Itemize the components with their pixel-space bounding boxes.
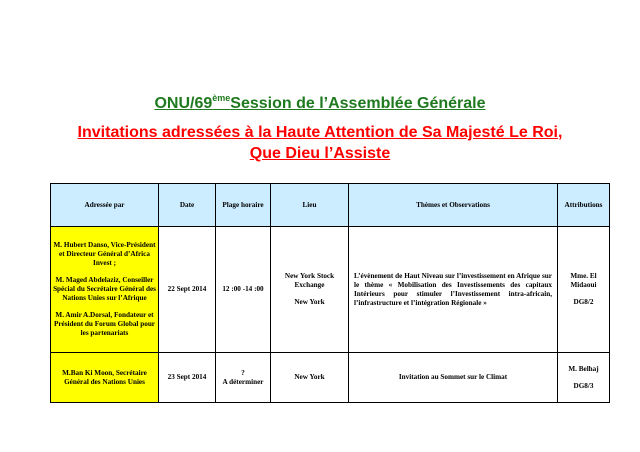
column-header-time: Plage horaire [216, 184, 271, 227]
title-rest: Session de l’Assemblée Générale [230, 95, 486, 112]
page-title [0, 93, 640, 113]
sender-entry: M. Maged Abdelaziz, Conseiller Spécial du Secrétaire Général des Nations Unies sur l’Afrique [53, 276, 156, 302]
column-header-addressed-by: Adressée par [51, 184, 159, 227]
column-header-date: Date [159, 184, 216, 227]
time-line: A déterminer [222, 377, 264, 386]
attribution-cell [558, 353, 610, 403]
attribution-cell [558, 227, 610, 353]
table-header-row [51, 184, 610, 227]
attribution-code: DG8/3 [573, 381, 594, 390]
place-line: New York [294, 298, 325, 306]
time-line: ? [241, 368, 245, 377]
table-row [51, 227, 610, 353]
place-cell [271, 227, 349, 353]
sender-entry: M. Amir A.Dorsal, Fondateur et Président du Forum Global pour les partenariats [53, 311, 156, 337]
time-cell [216, 353, 271, 403]
column-header-place: Lieu [271, 184, 349, 227]
place-cell: New York [271, 353, 349, 403]
sender-entry: M. Hubert Danso, Vice-Président et Directeur Général d’Africa Invest ; [53, 241, 156, 267]
time-cell: 12 :00 -14 :00 [216, 227, 271, 353]
place-line: New York Stock Exchange [284, 272, 335, 289]
invitations-table [50, 183, 610, 403]
sender-entry: M.Ban Ki Moon, Secrétaire Général des Nations Unies [62, 368, 147, 386]
page-subtitle [0, 122, 640, 164]
column-header-themes: Thèmes et Observations [349, 184, 558, 227]
title-prefix: ONU/69 [154, 95, 213, 112]
date-cell: 22 Sept 2014 [159, 227, 216, 353]
table-row [51, 353, 610, 403]
themes-cell: Invitation au Sommet sur le Climat [349, 353, 558, 403]
subtitle-line-1: Invitations adressées à la Haute Attention de Sa Majesté Le Roi, [77, 124, 563, 141]
subtitle-line-2: Que Dieu l’Assiste [249, 145, 391, 162]
date-cell: 23 Sept 2014 [159, 353, 216, 403]
addressed-by-cell [51, 353, 159, 403]
attribution-name: M. Belhaj [568, 364, 599, 373]
title-superscript: ème [212, 93, 231, 103]
themes-cell: L’évènement de Haut Niveau sur l’investissement en Afrique sur le thème « Mobilisation des Investissements des capitaux Intérieurs pour stimuler l’Investissement intra-africain, l’infrastructure et l’intégration Régionale » [349, 227, 558, 353]
attribution-name: Mme. El Midaoui [570, 272, 597, 289]
column-header-attributions: Attributions [558, 184, 610, 227]
attribution-code: DG8/2 [573, 298, 594, 306]
addressed-by-cell [51, 227, 159, 353]
